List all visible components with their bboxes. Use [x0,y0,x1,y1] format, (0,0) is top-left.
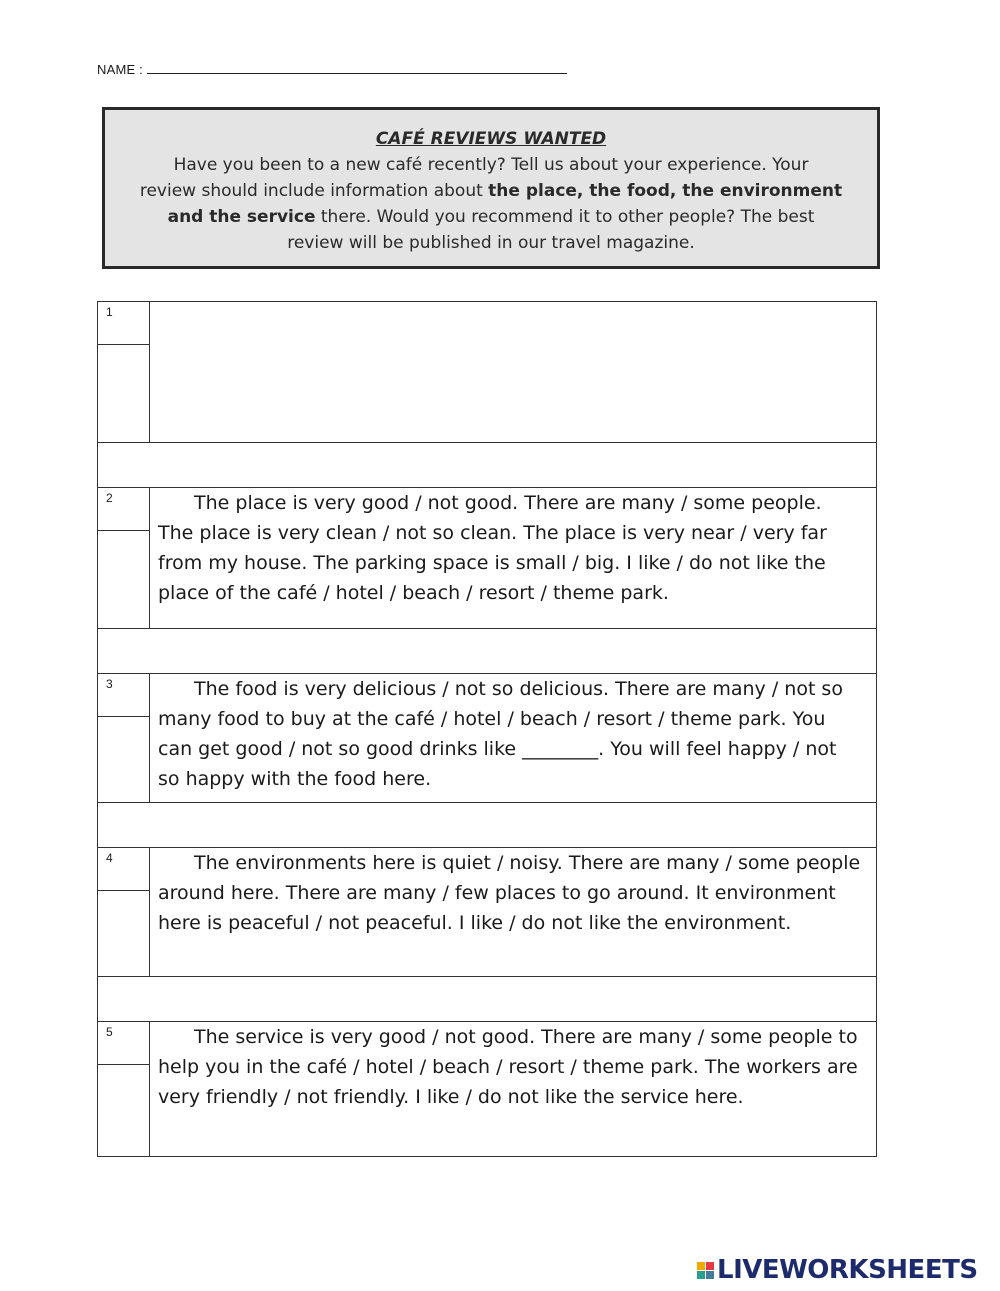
table-row [98,1022,877,1157]
prompt-line-3-post: there. Would you recommend it to other people? The best [315,207,815,227]
number-cell [98,1022,150,1157]
row-text: The food is very delicious / not so delicious. There are many / not so many food to buy at the café / hotel / beach / resort / theme park. You can get good / not so good drinks like ________. You will feel happy / not so happy with the food here. [158,678,843,790]
brand-square-icon [706,1271,714,1279]
brand-name: LIVEWORKSHEETS [717,1255,978,1285]
name-label: NAME : [97,62,143,77]
number-cell [98,674,150,803]
row-text: The place is very good / not good. There are many / some people. The place is very clean / not so clean. The place is very near / very far from my house. The parking space is small / big. I like / do not like the place of the café / hotel / beach / resort / theme park. [158,492,827,604]
number-cell [98,302,150,443]
row-number: 2 [98,488,149,531]
number-cell [98,488,150,629]
brand-square-icon [697,1271,705,1279]
prompt-body [105,152,877,256]
number-cell [98,848,150,977]
table-row [98,488,877,629]
prompt-line-4: review will be published in our travel magazine. [287,233,695,253]
name-field [97,62,567,77]
row-number: 3 [98,674,149,717]
answer-cell[interactable] [150,1022,877,1157]
row-number: 4 [98,848,149,891]
answer-cell[interactable] [150,674,877,803]
liveworksheets-logo [697,1254,978,1286]
table-row [98,848,877,977]
prompt-line-2-bold: the place, the food, the environment [488,181,843,201]
prompt-line-2-pre: review should include information about [139,181,489,201]
spacer-row [98,977,877,1022]
answer-cell[interactable] [150,302,877,443]
spacer-row [98,803,877,848]
prompt-box [102,107,880,269]
brand-square-icon [706,1262,714,1270]
worksheet-table [97,301,877,1157]
name-blank-line[interactable] [147,63,567,74]
answer-cell[interactable] [150,848,877,977]
table-row [98,302,877,443]
spacer-row [98,443,877,488]
prompt-title: CAFÉ REVIEWS WANTED [375,129,607,149]
row-number: 5 [98,1022,149,1065]
row-text: The service is very good / not good. There are many / some people to help you in the café / hotel / beach / resort / theme park. The workers are very friendly / not friendly. I like / do not like the service here. [158,1026,858,1108]
table-row [98,674,877,803]
row-number: 1 [98,302,149,345]
brand-grid-icon [697,1262,714,1279]
prompt-line-1: Have you been to a new café recently? Tell us about your experience. Your [173,155,809,175]
row-text: The environments here is quiet / noisy. There are many / some people around here. There are many / few places to go around. It environment here is peaceful / not peaceful. I like / do not like the environment. [158,852,861,934]
prompt-line-3-bold: and the service [167,207,316,227]
brand-square-icon [697,1262,705,1270]
spacer-row [98,629,877,674]
answer-cell[interactable] [150,488,877,629]
